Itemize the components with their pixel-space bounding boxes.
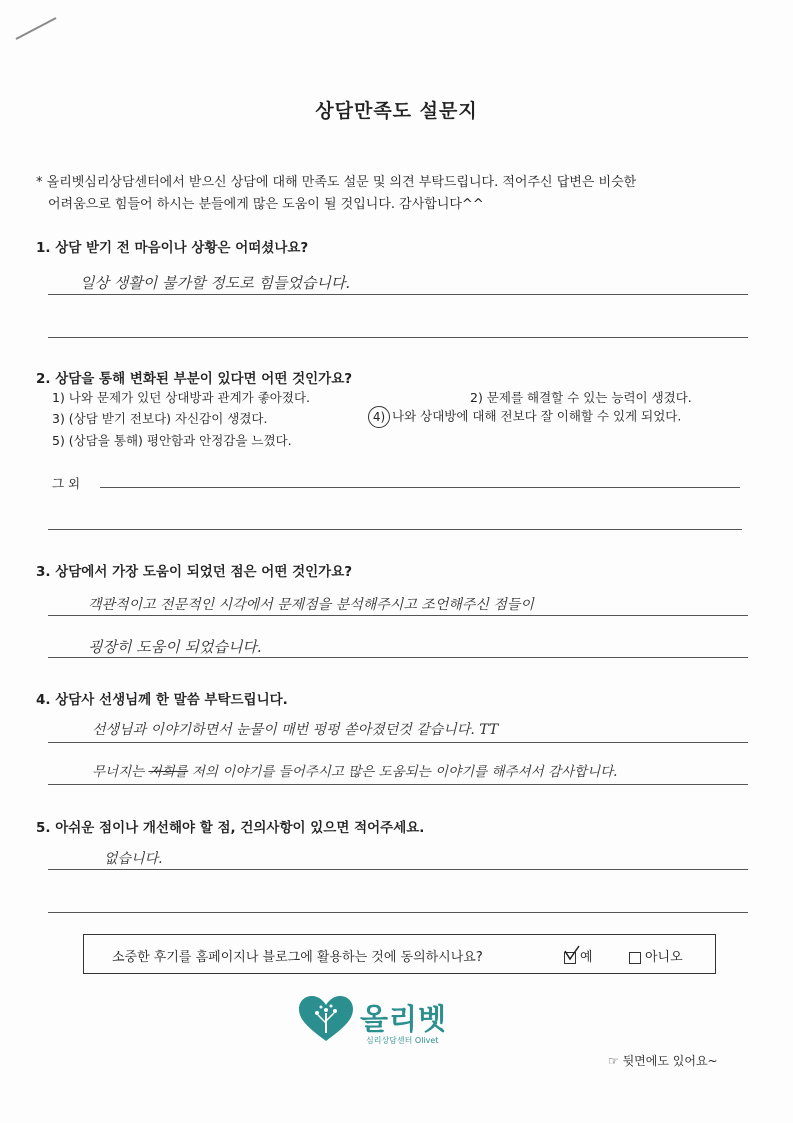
other-line[interactable] [100,487,740,488]
yes-checkbox[interactable] [564,952,576,964]
question-2: 2. 상담을 통해 변화된 부분이 있다면 어떤 것인가요? [36,371,353,387]
answer-4-pre: 무너지는 [92,764,145,780]
logo-name: 올리벳 [360,1002,448,1036]
answer-line [48,742,748,743]
option-4-label: 나와 상대방에 대해 전보다 잘 이해할 수 있게 되었다. [392,408,682,424]
check-icon [563,945,581,963]
option-2[interactable]: 2) 문제를 해결할 수 있는 능력이 생겼다. [470,390,692,405]
heart-logo-icon [297,995,355,1043]
answer-4-post: 저의 이야기를 들어주시고 많은 도움되는 이야기를 해주셔서 감사합니다. [191,764,618,780]
no-checkbox[interactable] [629,952,641,964]
answer-4-line-2[interactable] [92,760,617,780]
logo-subtitle: 심리상담센터 Olivet [366,1036,439,1045]
option-1[interactable]: 1) 나와 문제가 있던 상대방과 관계가 좋아졌다. [52,390,310,405]
option-3[interactable]: 3) (상담 받기 전보다) 자신감이 생겼다. [52,411,268,426]
answer-line [48,337,748,338]
footer-note: ☞ 뒷면에도 있어요~ [608,1054,718,1068]
intro-text [36,172,756,216]
question-1: 1. 상담 받기 전 마음이나 상황은 어떠셨나요? [36,240,309,256]
consent-yes[interactable] [564,946,593,965]
answer-line [48,294,748,295]
no-label: 아니오 [645,950,683,965]
pen-mark [14,14,60,42]
consent-no[interactable] [629,946,683,965]
option-4[interactable] [368,406,681,428]
question-5: 5. 아쉬운 점이나 개선해야 할 점, 건의사항이 있으면 적어주세요. [36,820,425,836]
answer-line [48,784,748,785]
answer-line [48,529,742,530]
answer-4-line-1[interactable]: 선생님과 이야기하면서 눈물이 매번 펑펑 쏟아졌던것 같습니다. TT [92,722,499,738]
yes-label: 예 [580,950,593,965]
other-label: 그 외 [52,476,81,491]
answer-line [48,869,748,870]
answer-line [48,912,748,913]
consent-question: 소중한 후기를 홈페이지나 블로그에 활용하는 것에 동의하시나요? [112,950,483,965]
page-title: 상담만족도 설문지 [315,100,478,122]
option-5[interactable]: 5) (상담을 통해) 평안함과 안정감을 느꼈다. [52,433,292,448]
question-4: 4. 상담사 선생님께 한 말씀 부탁드립니다. [36,692,288,708]
answer-3-line-1[interactable]: 객관적이고 전문적인 시각에서 문제점을 분석해주시고 조언해주신 점들이 [88,597,534,613]
selected-circle: 4) [368,406,390,428]
question-3: 3. 상담에서 가장 도움이 되었던 점은 어떤 것인가요? [36,564,353,580]
answer-5[interactable]: 없습니다. [104,851,163,867]
answer-line [48,657,748,658]
struck-text: 저희를 [148,764,188,780]
answer-line [48,615,748,616]
answer-3-line-2[interactable]: 굉장히 도움이 되었습니다. [88,638,262,656]
intro-line-2: 어려움으로 힘들어 하시는 분들에게 많은 도움이 될 것입니다. 감사합니다^^ [48,197,484,212]
answer-1[interactable]: 일상 생활이 불가할 정도로 힘들었습니다. [80,274,351,292]
consent-box [83,934,716,974]
intro-line-1: * 올리벳심리상담센터에서 받으신 상담에 대해 만족도 설문 및 의견 부탁드립니다. 적어주신 답변은 비슷한 [36,175,637,190]
